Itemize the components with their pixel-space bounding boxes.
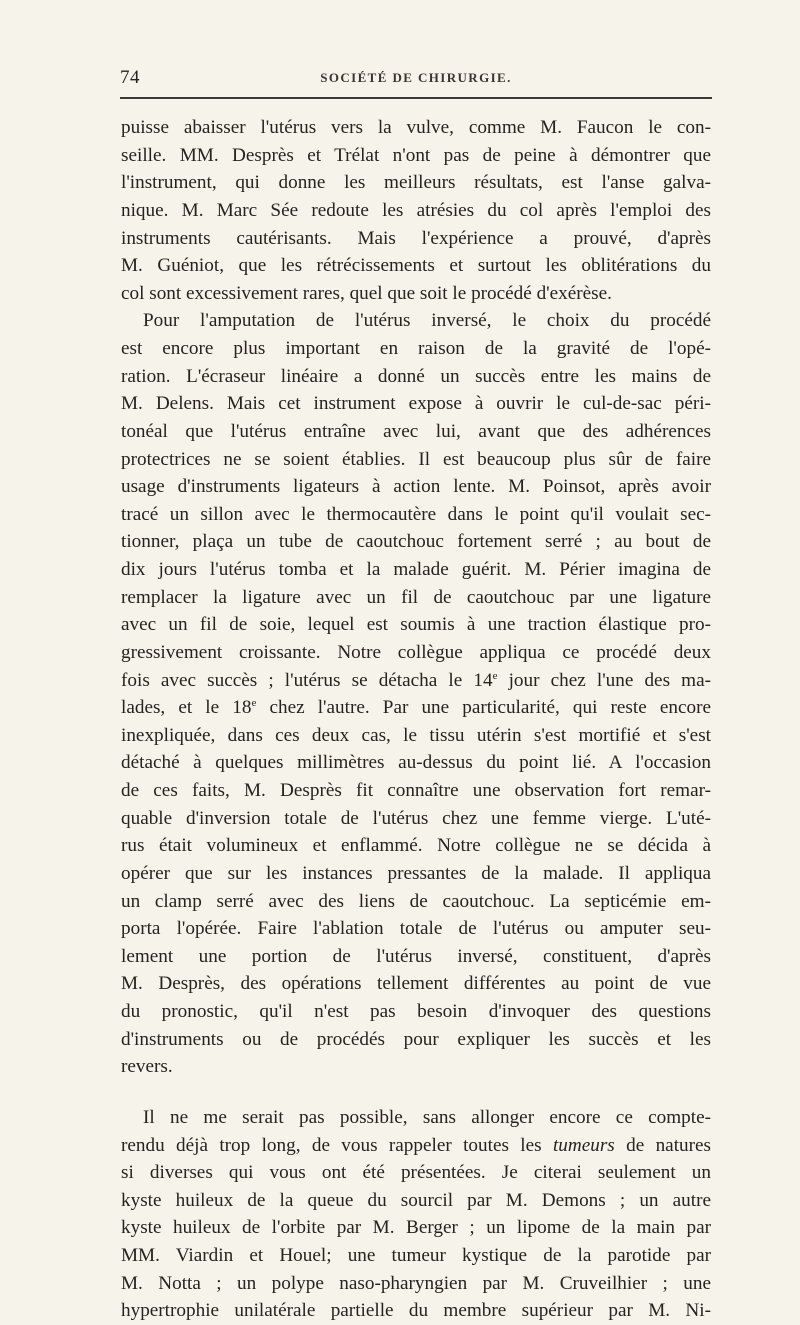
page-number: 74: [120, 67, 140, 88]
text-line: protectrices ne se soient établies. Il est beaucoup plus sûr de faire: [121, 448, 711, 470]
text-line: d'instruments ou de procédés pour expliquer les succès et les: [121, 1028, 711, 1050]
text-line: quable d'inversion totale de l'utérus chez une femme vierge. L'uté-: [121, 807, 711, 829]
text-line: MM. Viardin et Houel; une tumeur kystique de la parotide par: [121, 1245, 711, 1266]
text-line: [121, 694, 711, 722]
text-fragment: chez l'autre. Par une particularité, qui reste encore: [256, 697, 711, 719]
text-line: lement une portion de l'utérus inversé, constituent, d'après: [121, 945, 711, 967]
text-line: remplacer la ligature avec un fil de caoutchouc par une ligature: [121, 586, 711, 608]
running-title: SOCIÉTÉ DE CHIRURGIE.: [320, 70, 512, 85]
text-line: détaché à quelques millimètres au-dessus du point lié. A l'occasion: [121, 752, 711, 774]
text-line: seille. MM. Desprès et Trélat n'ont pas de peine à démontrer que: [121, 144, 711, 166]
text-line: M. Delens. Mais cet instrument expose à ouvrir le cul-de-sac péri-: [121, 393, 711, 415]
text-fragment: fois avec succès ; l'utérus se détacha le: [121, 669, 463, 691]
text-fragment: rendu déjà trop long, de vous rappeler toutes les: [121, 1134, 542, 1156]
ordinal-suffix: e: [251, 697, 257, 710]
text-line: kyste huileux de la queue du sourcil par M. Demons ; un autre: [121, 1189, 711, 1211]
text-line: dix jours l'utérus tomba et la malade guérit. M. Périer imagina de: [121, 559, 711, 580]
text-fragment: lades, et le: [121, 697, 233, 719]
text-line: gressivement croissante. Notre collègue appliqua ce procédé deux: [121, 641, 711, 663]
paragraph-gap: [121, 1081, 711, 1104]
text-line: usage d'instruments ligateurs à action lente. M. Poinsot, après avoir: [121, 476, 711, 498]
text-fragment: jour chez l'une des ma-: [497, 669, 711, 691]
running-head: [120, 66, 712, 90]
text-line: du pronostic, qu'il n'est pas besoin d'invoquer des questions: [121, 1001, 711, 1022]
text-line: si diverses qui vous ont été présentées. Je citerai seulement un: [121, 1162, 711, 1184]
text-line: [121, 667, 711, 695]
text-line: M. Desprès, des opérations tellement différentes au point de vue: [121, 973, 711, 995]
text-line: opérer que sur les instances pressantes de la malade. Il appliqua: [121, 862, 711, 884]
text-line: Pour l'amputation de l'utérus inversé, le choix du procédé: [143, 310, 711, 332]
text-line: kyste huileux de l'orbite par M. Berger ; un lipome de la main par: [121, 1217, 711, 1239]
ordinal-number: 18: [232, 697, 252, 719]
text-line: tonéal que l'utérus entraîne avec lui, avant que des adhérences: [121, 420, 711, 442]
text-line: l'instrument, qui donne les meilleurs résultats, est l'anse galva-: [121, 172, 711, 194]
text-line: est encore plus important en raison de la gravité de l'opé-: [121, 338, 711, 359]
text-line: instruments cautérisants. Mais l'expérience a prouvé, d'après: [121, 227, 711, 249]
italic-word: tumeurs: [552, 1134, 615, 1156]
text-line: revers.: [121, 1056, 173, 1078]
body-text: [121, 114, 711, 1325]
text-line: un clamp serré avec des liens de caoutchouc. La septicémie em-: [121, 890, 711, 912]
text-line: porta l'opérée. Faire l'ablation totale de l'utérus ou amputer seu-: [121, 918, 711, 940]
ordinal-suffix: e: [492, 669, 498, 682]
text-line: nique. M. Marc Sée redoute les atrésies du col après l'emploi des: [121, 199, 711, 221]
text-line: ration. L'écraseur linéaire a donné un succès entre les mains de: [121, 365, 711, 387]
text-line: tionner, plaça un tube de caoutchouc fortement serré ; au bout de: [121, 531, 711, 553]
text-line: Il ne me serait pas possible, sans allonger encore ce compte-: [143, 1106, 711, 1128]
text-line: M. Notta ; un polype naso-pharyngien par M. Cruveilhier ; une: [121, 1272, 711, 1294]
ordinal-number: 14: [473, 669, 493, 691]
text-line: puisse abaisser l'utérus vers la vulve, comme M. Faucon le con-: [121, 117, 711, 138]
text-line: M. Guéniot, que les rétrécissements et surtout les oblitérations du: [121, 255, 711, 277]
text-line: tracé un sillon avec le thermocautère dans le point qu'il voulait sec-: [121, 503, 711, 525]
text-line: [121, 1132, 711, 1160]
text-fragment: de natures: [614, 1134, 711, 1156]
text-line: hypertrophie unilatérale partielle du membre supérieur par M. Ni-: [121, 1300, 711, 1322]
header-rule: [120, 97, 712, 99]
text-line: rus était volumineux et enflammé. Notre collègue ne se décida à: [121, 835, 711, 857]
text-line: inexpliquée, dans ces deux cas, le tissu utérin s'est mortifié et s'est: [121, 724, 711, 746]
text-line: col sont excessivement rares, quel que soit le procédé d'exérèse.: [121, 282, 612, 304]
text-line: de ces faits, M. Desprès fit connaître une observation fort remar-: [121, 780, 711, 801]
text-line: avec un fil de soie, lequel est soumis à une traction élastique pro-: [121, 614, 711, 636]
